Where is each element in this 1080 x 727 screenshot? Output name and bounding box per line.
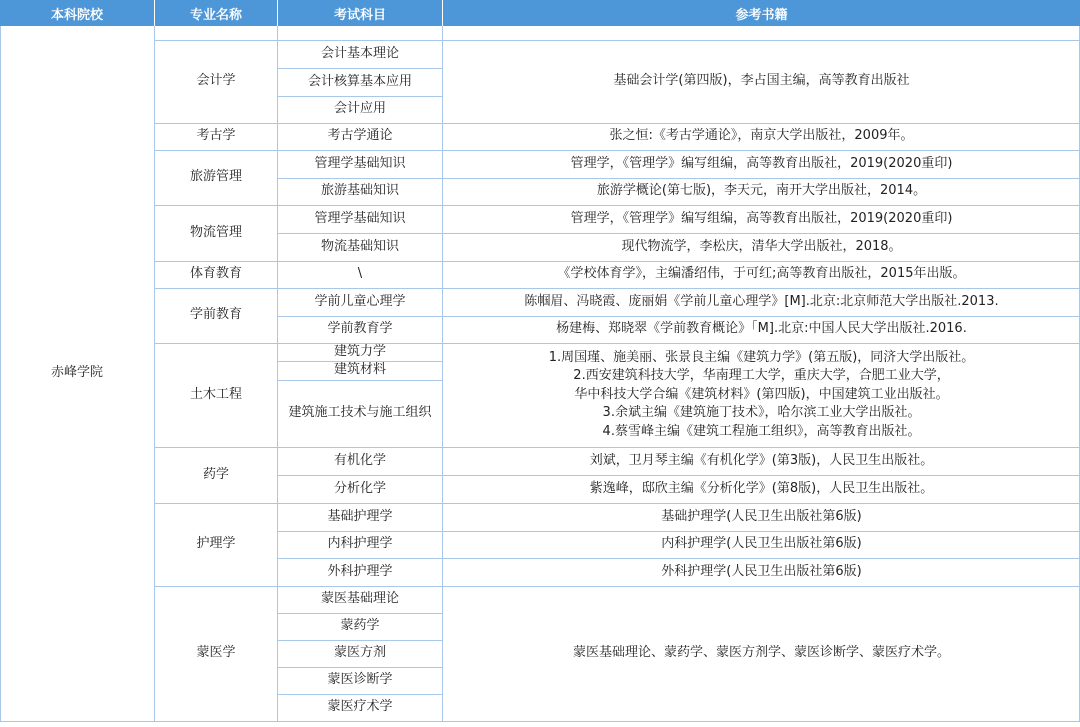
subject-cell: 会计基本理论 [320,45,399,61]
subject-cell: 内科护理学 [327,536,393,552]
grid-line [154,343,1080,344]
grid-line [154,150,1080,151]
book-line: 4.蔡雪峰主编《建筑工程施工组织》，高等教育出版社。 [602,423,921,439]
grid-line [277,640,443,641]
grid-line [154,586,1080,587]
book-cell: 《学校体育学》，主编潘绍伟，于可红;高等教育出版社，2015年出版。 [557,266,966,282]
subject-cell: \ [357,266,363,282]
subject-cell: 外科护理学 [327,563,393,579]
major-cell: 会计学 [196,73,236,89]
grid-line [277,475,1080,476]
subject-cell: 蒙医诊断学 [327,672,393,688]
book-line: 1.周国瑾、施美丽、张景良主编《建筑力学》(第五版)，同济大学出版社。 [548,349,975,365]
grid-line [277,558,1080,559]
header-school: 本科院校 [0,0,154,26]
book-line: 2.西安建筑科技大学，华南理工大学，重庆大学，合肥工业大学， [573,368,950,384]
grid-line [154,123,1080,124]
major-cell: 土木工程 [189,386,242,402]
grid-line [277,68,443,69]
grid-line [277,316,1080,317]
subject-cell: 学前儿童心理学 [314,293,406,309]
subject-cell: 蒙医疗术学 [327,699,393,715]
header-books: 参考书籍 [443,0,1080,26]
grid-line [154,205,1080,206]
grid-line [277,26,278,721]
book-line: 华中科技大学合编《建筑材料》(第四版)，中国建筑工业出版社。 [574,386,949,402]
book-cell: 旅游学概论(第七版)，李天元，南开大学出版社，2014。 [596,183,927,199]
header-subject: 考试科目 [278,0,442,26]
major-cell: 体育教育 [189,266,242,282]
subject-cell: 学前教育学 [327,321,393,337]
book-cell: 陈帼眉、冯晓霞、庞丽娟《学前儿童心理学》[M].北京:北京师范大学出版社.2013. [524,293,999,309]
grid-line [0,721,1080,722]
major-cell: 旅游管理 [189,169,242,185]
grid-line [277,178,1080,179]
subject-cell: 蒙医基础理论 [320,591,399,607]
subject-cell: 管理学基础知识 [314,155,406,171]
major-cell: 药学 [202,466,229,482]
book-cell: 基础护理学(人民卫生出版社第6版) [661,508,862,524]
book-cell: 杨建梅、郑晓翠《学前教育概论》「M].北京:中国人民大学出版社.2016. [556,321,967,337]
subject-cell: 蒙药学 [340,618,380,634]
book-cell: 张之恒:《考古学通论》，南京大学出版社，2009年。 [609,128,914,144]
subject-cell: 物流基础知识 [320,238,399,254]
subject-cell: 建筑施工技术与施工组织 [288,405,432,421]
book-cell: 外科护理学(人民卫生出版社第6版) [661,563,862,579]
subject-cell: 建筑材料 [333,362,386,378]
grid-line [277,694,443,695]
grid-line [154,40,1080,41]
school-cell: 赤峰学院 [50,365,103,381]
book-cell [443,343,1080,447]
subject-cell: 建筑力学 [333,343,386,359]
book-cell: 内科护理学(人民卫生出版社第6版) [661,536,862,552]
subject-cell: 会计应用 [333,101,386,117]
subject-cell: 有机化学 [333,452,386,468]
grid-line [154,503,1080,504]
subject-cell: 考古学通论 [327,128,393,144]
subject-cell: 管理学基础知识 [314,210,406,226]
book-line: 3.余斌主编《建筑施丁技术》，哈尔滨工业大学出版社。 [602,405,921,421]
grid-line [277,96,443,97]
header-major: 专业名称 [155,0,277,26]
grid-line [154,288,1080,289]
subject-cell: 蒙医方剂 [333,645,386,661]
subject-cell: 分析化学 [333,480,386,496]
subject-cell: 基础护理学 [327,508,393,524]
grid-line [277,613,443,614]
major-cell: 蒙医学 [196,645,236,661]
grid-line [0,26,1,721]
grid-line [442,26,443,721]
grid-line [277,361,443,362]
grid-line [277,380,443,381]
subject-cell: 旅游基础知识 [320,183,399,199]
major-cell: 物流管理 [189,224,242,240]
major-cell: 考古学 [196,128,236,144]
grid-line [154,261,1080,262]
book-cell: 蒙医基础理论、蒙药学、蒙医方剂学、蒙医诊断学、蒙医疗术学。 [572,645,950,661]
book-cell: 紫逸峰，邸欣主编《分析化学》(第8版)，人民卫生出版社。 [589,480,934,496]
grid-line [277,233,1080,234]
book-cell: 管理学，《管理学》编写组编，高等教育出版社，2019(2020重印) [570,210,953,226]
grid-line [154,447,1080,448]
grid-line [277,667,443,668]
grid-line [277,531,1080,532]
subject-cell: 会计核算基本应用 [307,73,412,89]
book-cell: 现代物流学，李松庆，清华大学出版社，2018。 [621,238,902,254]
book-cell: 管理学，《管理学》编写组编，高等教育出版社，2019(2020重印) [570,155,953,171]
book-cell: 刘斌，卫月琴主编《有机化学》(第3版)，人民卫生出版社。 [589,452,934,468]
major-cell: 学前教育 [189,307,242,323]
major-cell: 护理学 [196,536,236,552]
book-cell: 基础会计学(第四版)，李占国主编，高等教育出版社 [613,73,910,89]
grid-line [154,26,155,721]
